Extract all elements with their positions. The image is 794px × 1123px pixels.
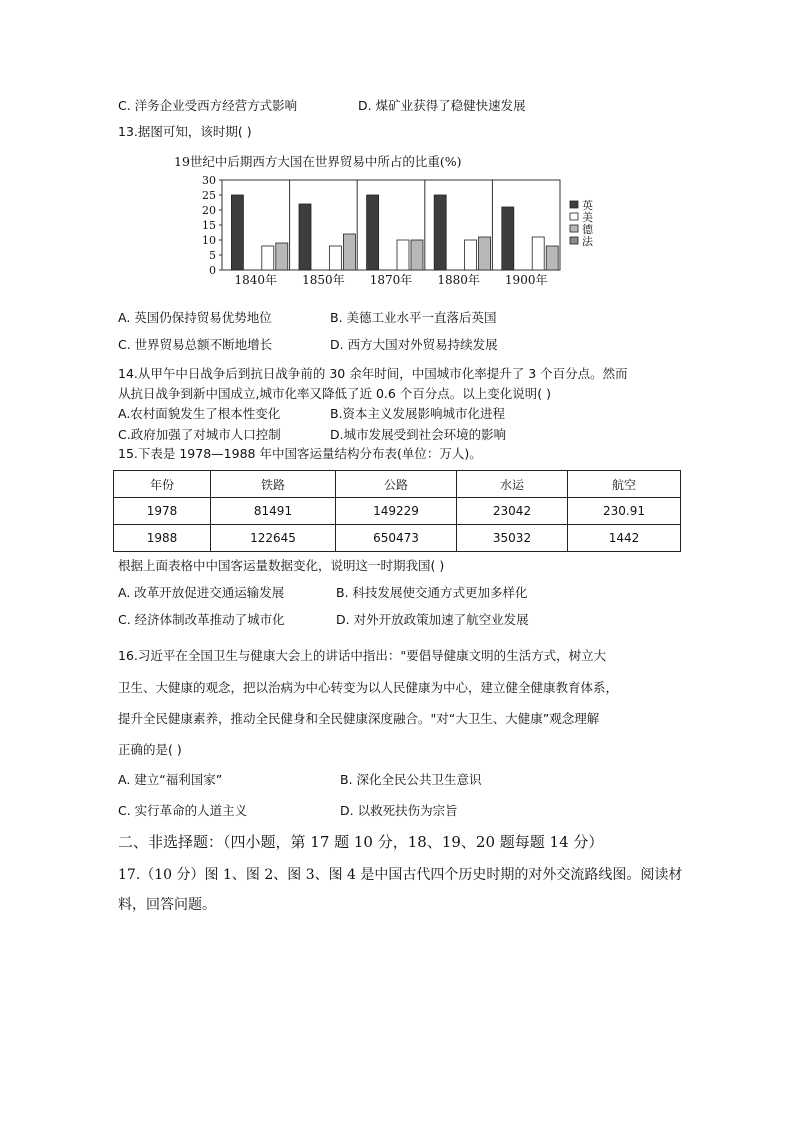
bar-美-1870年 [397, 240, 409, 270]
legend-label-英: 英 [582, 199, 593, 212]
bar-英-1900年 [502, 207, 514, 270]
q15-option-d[interactable]: D. 对外开放政策加速了航空业发展 [336, 612, 529, 627]
y-tick-label: 10 [202, 234, 216, 247]
q15-option-a[interactable]: A. 改革开放促进交通运输发展 [118, 585, 285, 600]
bar-德-1840年 [276, 243, 288, 270]
bar-美-1850年 [329, 246, 341, 270]
q13-option-a[interactable]: A. 英国仍保持贸易优势地位 [118, 310, 272, 325]
q14-stem-line2: 从抗日战争到新中国成立,城市化率又降低了近 0.6 个百分点。以上变化说明( ) [118, 386, 552, 401]
bar-德-1850年 [343, 234, 355, 270]
legend-swatch-德 [570, 225, 578, 232]
bar-美-1840年 [262, 246, 274, 270]
table-header-row [114, 471, 681, 498]
passenger-traffic-table [113, 470, 681, 552]
q17-stem-line2: 料，回答问题。 [118, 897, 216, 913]
trade-share-bar-chart [170, 152, 620, 292]
y-tick-label: 0 [209, 264, 216, 277]
q14-option-a[interactable]: A.农村面貌发生了根本性变化 [118, 406, 281, 421]
x-tick-label: 1850年 [302, 273, 345, 287]
header-waterway: 水运 [457, 471, 568, 498]
y-tick-label: 15 [202, 219, 216, 232]
table-cell: 149229 [336, 498, 457, 525]
bar-英-1880年 [434, 195, 446, 270]
bar-美-1880年 [465, 240, 477, 270]
legend-swatch-美 [570, 213, 578, 220]
bar-英-1870年 [367, 195, 379, 270]
table-cell: 1978 [114, 498, 211, 525]
q12-option-c[interactable]: C. 洋务企业受西方经营方式影响 [118, 98, 298, 113]
y-tick-label: 30 [202, 174, 216, 187]
q16-stem-line3: 提升全民健康素养，推动全民健身和全民健康深度融合。"对“大卫生、大健康”观念理解 [118, 711, 600, 726]
chart-title: 19世纪中后期西方大国在世界贸易中所占的比重(%) [174, 154, 462, 169]
legend-label-法: 法 [582, 235, 593, 248]
q13-option-d[interactable]: D. 西方大国对外贸易持续发展 [330, 337, 498, 352]
table-cell: 23042 [457, 498, 568, 525]
q14-stem-line1: 14.从甲午中日战争后到抗日战争前的 30 余年时间，中国城市化率提升了 3 个百分点。然而 [118, 366, 628, 381]
table-cell: 81491 [211, 498, 336, 525]
legend-label-美: 美 [582, 211, 593, 224]
x-tick-label: 1840年 [234, 273, 278, 287]
table-row [114, 525, 681, 552]
x-tick-label: 1870年 [369, 273, 413, 287]
q12-option-d[interactable]: D. 煤矿业获得了稳健快速发展 [358, 98, 526, 113]
q13-option-c[interactable]: C. 世界贸易总额不断地增长 [118, 337, 273, 352]
bar-英-1850年 [299, 204, 311, 270]
q16-option-c[interactable]: C. 实行革命的人道主义 [118, 803, 248, 818]
bar-德-1880年 [479, 237, 491, 270]
q16-option-d[interactable]: D. 以救死扶伤为宗旨 [340, 803, 458, 818]
header-aviation: 航空 [568, 471, 681, 498]
header-highway: 公路 [336, 471, 457, 498]
q15-stem: 15.下表是 1978—1988 年中国客运量结构分布表(单位：万人)。 [118, 446, 482, 461]
y-tick-label: 25 [202, 189, 216, 202]
table-cell: 230.91 [568, 498, 681, 525]
table-cell: 1442 [568, 525, 681, 552]
q15-option-b[interactable]: B. 科技发展使交通方式更加多样化 [336, 585, 528, 600]
y-tick-label: 20 [202, 204, 216, 217]
q16-option-b[interactable]: B. 深化全民公共卫生意识 [340, 772, 482, 787]
header-railway: 铁路 [211, 471, 336, 498]
x-tick-label: 1900年 [504, 273, 548, 287]
legend-label-德: 德 [582, 223, 593, 236]
legend-swatch-法 [570, 237, 578, 244]
q13-stem: 13.据图可知，该时期( ) [118, 124, 252, 139]
q16-stem-line2: 卫生、大健康的观念，把以治病为中心转变为以人民健康为中心，建立健全健康教育体系， [118, 680, 619, 695]
q15-after-table: 根据上面表格中中国客运量数据变化，说明这一时期我国( ) [118, 558, 445, 573]
table-cell: 35032 [457, 525, 568, 552]
table-cell: 122645 [211, 525, 336, 552]
section-heading: 二、非选择题：（四小题，第 17 题 10 分，18、19、20 题每题 14 分） [118, 833, 604, 851]
q14-option-b[interactable]: B.资本主义发展影响城市化进程 [330, 406, 506, 421]
header-year: 年份 [114, 471, 211, 498]
bar-德-1900年 [546, 246, 558, 270]
q15-option-c[interactable]: C. 经济体制改革推动了城市化 [118, 612, 285, 627]
q17-stem-line1: 17.（10 分）图 1、图 2、图 3、图 4 是中国古代四个历史时期的对外交流路线图。阅读材 [118, 867, 683, 883]
q13-option-b[interactable]: B. 美德工业水平一直落后英国 [330, 310, 497, 325]
legend-swatch-英 [570, 201, 578, 208]
q16-stem-line4: 正确的是( ) [118, 742, 182, 757]
q14-option-c[interactable]: C.政府加强了对城市人口控制 [118, 427, 281, 442]
q16-option-a[interactable]: A. 建立“福利国家” [118, 772, 223, 787]
y-tick-label: 5 [209, 249, 216, 262]
table-row [114, 498, 681, 525]
bar-美-1900年 [532, 237, 544, 270]
table-cell: 1988 [114, 525, 211, 552]
q16-stem-line1: 16.习近平在全国卫生与健康大会上的讲话中指出："要倡导健康文明的生活方式，树立大 [118, 648, 607, 663]
x-tick-label: 1880年 [437, 273, 480, 287]
bar-德-1870年 [411, 240, 423, 270]
table-cell: 650473 [336, 525, 457, 552]
bar-英-1840年 [231, 195, 243, 270]
q14-option-d[interactable]: D.城市发展受到社会环境的影响 [330, 427, 507, 442]
